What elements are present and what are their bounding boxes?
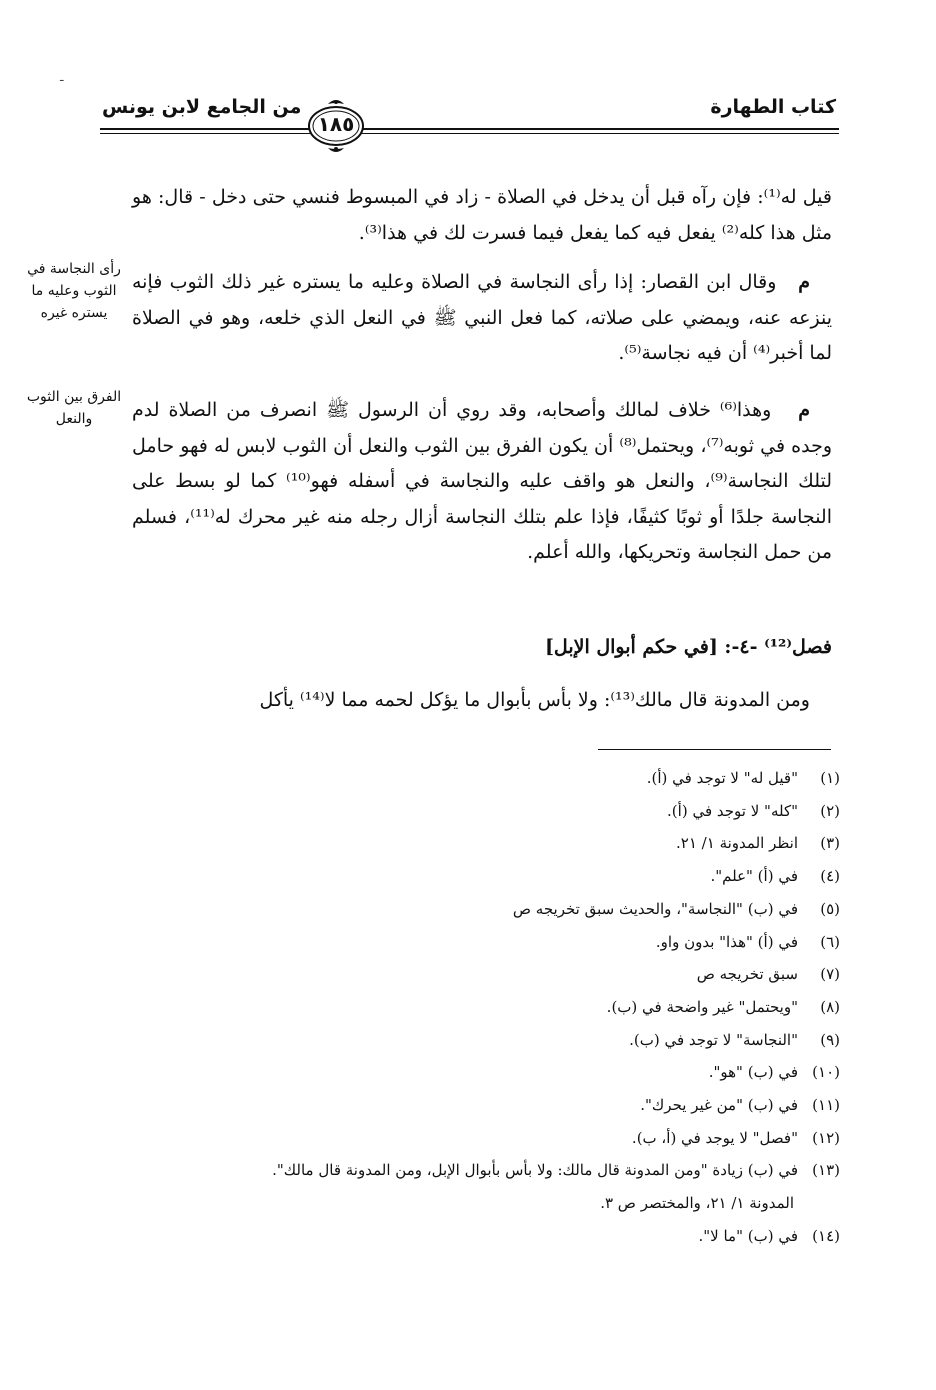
footnote-rule	[598, 749, 831, 750]
footnote-item: (٧)سبق تخريجه ص	[696, 965, 840, 984]
margin-note-2: الفرق بين الثوب والنعل	[26, 389, 122, 427]
stray-mark: ـ	[60, 70, 64, 84]
running-header-work-title: من الجامع لابن يونس	[102, 96, 302, 118]
paragraph-2	[132, 265, 832, 372]
section-heading-row	[132, 630, 832, 666]
footnote-item: (١٤)في (ب) "ما لا".	[698, 1226, 840, 1245]
footnote-item: (٥)في (ب) "النجاسة"، والحديث سبق تخريجه ص	[512, 899, 840, 918]
footnote-continuation: المدونة ١/ ٢١، والمختصر ص ٣.	[600, 1194, 794, 1213]
page-number: ١٨٥	[317, 112, 355, 136]
main-text	[132, 180, 832, 251]
footnote-item: (٦)في (أ) "هذا" بدون واو.	[655, 932, 840, 951]
paragraph-1: قيل له⁽¹⁾: فإن رآه قبل أن يدخل في الصلاة - زاد في المبسوط فنسي حتى دخل - قال: هو مثل هذا كله⁽²⁾ يفعل فيه كما يفعل فيما فسرت لك في هذا⁽³⁾.	[132, 186, 832, 244]
footnote-item: (١٠)في (ب) "هو".	[708, 1063, 840, 1082]
page-number-ornament	[306, 96, 366, 152]
main-text-p3	[132, 393, 832, 571]
header-rule	[100, 128, 839, 130]
footnote-item: (٣)انظر المدونة ١/ ٢١.	[676, 834, 840, 853]
footnote-item: (٢)"كله" لا توجد في (أ).	[667, 801, 840, 820]
main-text-p4	[132, 683, 832, 719]
footnote-item: (٤)في (أ) "علم".	[710, 867, 840, 886]
footnote-item: (٩)"النجاسة" لا توجد في (ب).	[629, 1030, 840, 1049]
header-rule-thin	[100, 133, 839, 134]
footnote-item: (١٣)في (ب) زيادة "ومن المدونة قال مالك: ولا بأس بأبوال الإبل، ومن المدونة قال مالك".	[272, 1161, 840, 1180]
footnote-item: (١١)في (ب) "من غير يحرك".	[640, 1096, 840, 1115]
footnote-item: (١)"قيل له" لا توجد في (أ).	[646, 769, 840, 787]
section-heading: فصل⁽¹²⁾ -٤-: [في حكم أبوال الإبل]	[544, 636, 832, 658]
margin-note-1: رأى النجاسة في الثوب وعليه ما يستره غيره	[27, 261, 121, 321]
footnote-item: (٨)"ويحتمل" غير واضحة في (ب).	[606, 997, 840, 1016]
paragraph-marker: م	[798, 271, 810, 293]
paragraph-4: ومن المدونة قال مالك⁽¹³⁾: ولا بأس بأبوال ما يؤكل لحمه مما لا⁽¹⁴⁾ يأكل	[259, 689, 810, 711]
footnote-item: (١٢)"فصل" لا يوجد في (أ، ب).	[631, 1128, 840, 1147]
paragraph-3-text: وهذا⁽⁶⁾ خلاف لمالك وأصحابه، وقد روي أن الرسول ﷺ انصرف من الصلاة لدم وجده في ثوبه⁽⁷⁾، ويحتمل⁽⁸⁾ أن يكون الفرق بين الثوب والنعل أن الثوب لابس له فهو حامل لتلك النجاسة⁽⁹⁾، والنعل هو واقف عليه والنجاسة في أسفله فهو⁽¹⁰⁾ كما لو بسط على النجاسة جلدًا أو ثوبًا كثيفًا، فإذا علم بتلك النجاسة أزال رجله منه غير محرك له⁽¹¹⁾، فسلم من حمل النجاسة وتحريكها، والله أعلم.	[132, 399, 833, 563]
paragraph-2-text: وقال ابن القصار: إذا رأى النجاسة في الصلاة وعليه ما يستره غير ذلك الثوب فإنه ينزعه عنه، ويمضي على صلاته، كما فعل النبي ﷺ في النعل الذي خلعه، وهو في الصلاة لما أخبر⁽⁴⁾ أن فيه نجاسة⁽⁵⁾.	[132, 271, 832, 364]
main-text-p2	[132, 265, 832, 372]
running-header-book-title: كتاب الطهارة	[710, 96, 836, 118]
paragraph-marker: م	[798, 399, 810, 421]
paragraph-3	[132, 393, 832, 571]
footnotes	[150, 762, 840, 1253]
